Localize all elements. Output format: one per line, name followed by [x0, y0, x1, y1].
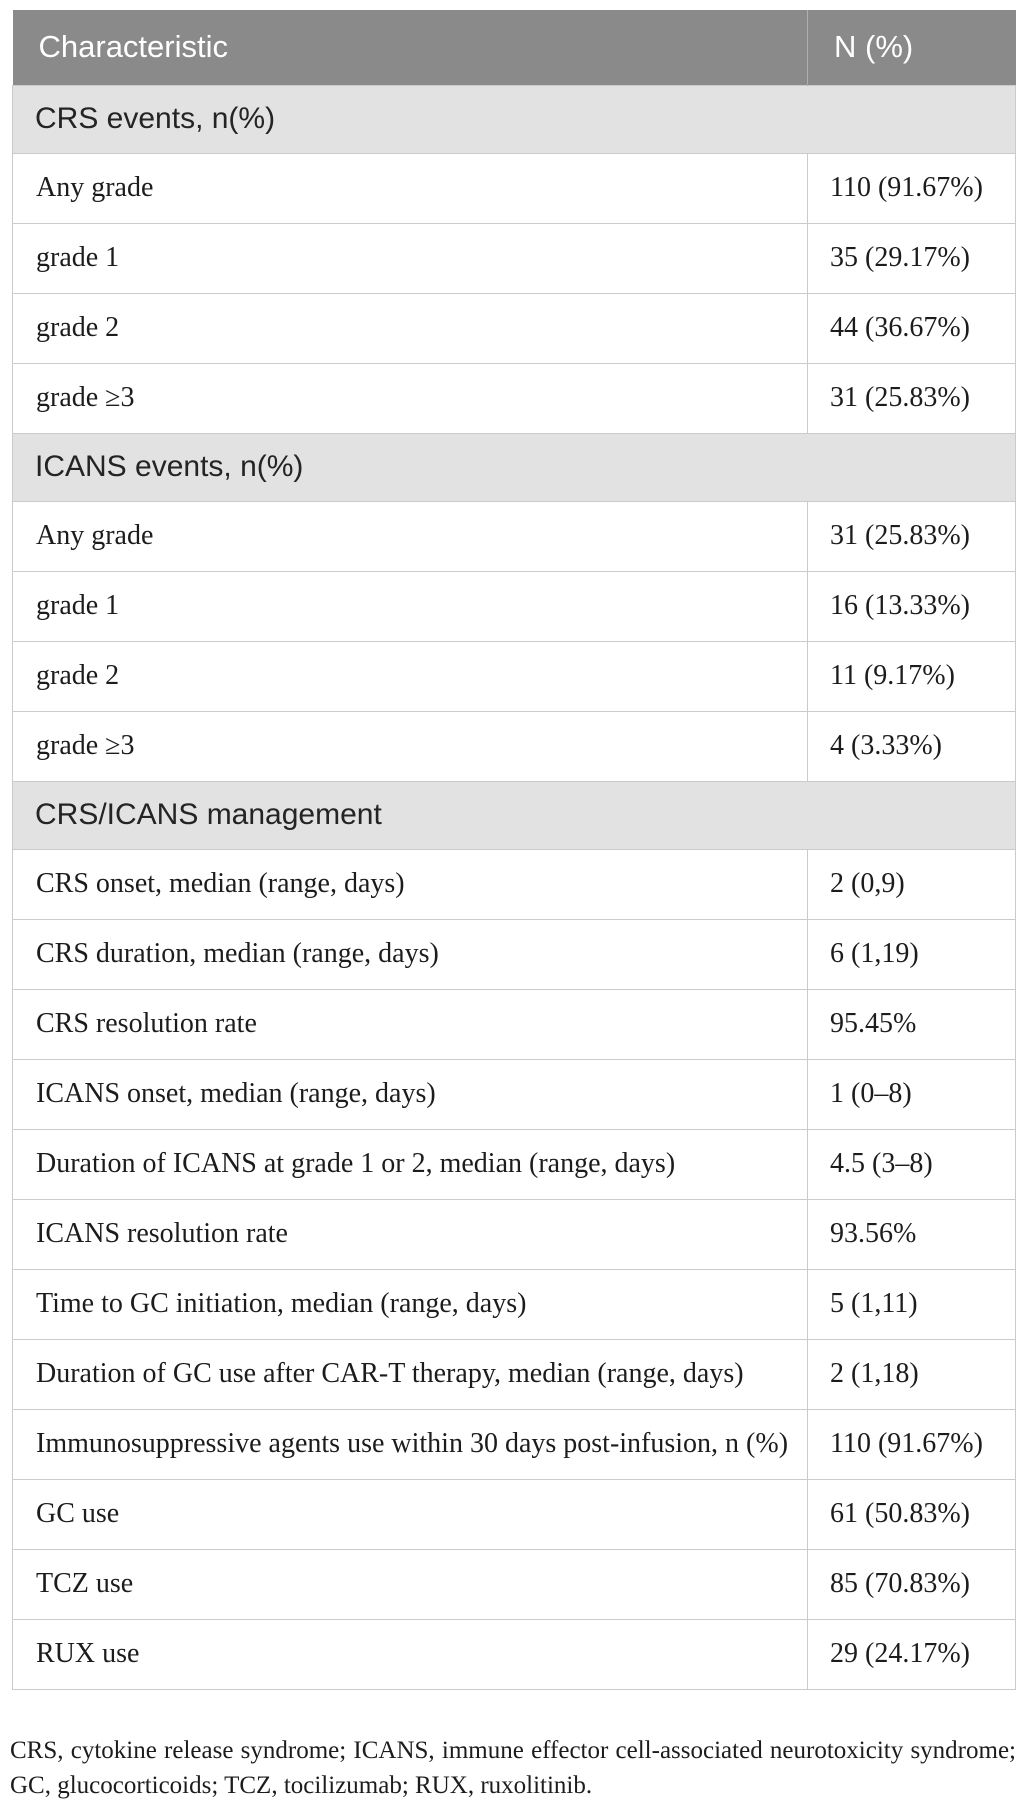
characteristic-cell: ICANS onset, median (range, days)	[13, 1059, 808, 1129]
value-cell: 2 (1,18)	[808, 1339, 1016, 1409]
table-row	[13, 1269, 1016, 1339]
characteristic-cell: grade ≥3	[13, 363, 808, 433]
section-header-row	[13, 85, 1016, 153]
table-row	[13, 501, 1016, 571]
characteristic-cell: grade 1	[13, 223, 808, 293]
table-body	[13, 85, 1016, 1689]
table-row	[13, 1549, 1016, 1619]
table-row	[13, 223, 1016, 293]
value-cell: 6 (1,19)	[808, 919, 1016, 989]
characteristic-cell: TCZ use	[13, 1549, 808, 1619]
column-header-characteristic: Characteristic	[13, 10, 808, 85]
table-row	[13, 293, 1016, 363]
characteristics-table	[12, 10, 1016, 1690]
table-row	[13, 1479, 1016, 1549]
table-row	[13, 919, 1016, 989]
value-cell: 5 (1,11)	[808, 1269, 1016, 1339]
characteristic-cell: grade 2	[13, 293, 808, 363]
table-row	[13, 363, 1016, 433]
value-cell: 4.5 (3–8)	[808, 1129, 1016, 1199]
value-cell: 85 (70.83%)	[808, 1549, 1016, 1619]
value-cell: 44 (36.67%)	[808, 293, 1016, 363]
table-row	[13, 571, 1016, 641]
characteristic-cell: Duration of ICANS at grade 1 or 2, median (range, days)	[13, 1129, 808, 1199]
value-cell: 11 (9.17%)	[808, 641, 1016, 711]
value-cell: 95.45%	[808, 989, 1016, 1059]
characteristic-cell: ICANS resolution rate	[13, 1199, 808, 1269]
table-row	[13, 1339, 1016, 1409]
characteristic-cell: Immunosuppressive agents use within 30 days post-infusion, n (%)	[13, 1409, 808, 1479]
value-cell: 31 (25.83%)	[808, 501, 1016, 571]
characteristic-cell: Any grade	[13, 153, 808, 223]
value-cell: 61 (50.83%)	[808, 1479, 1016, 1549]
value-cell: 2 (0,9)	[808, 849, 1016, 919]
table-row	[13, 1199, 1016, 1269]
table-header	[13, 10, 1016, 85]
section-header-row	[13, 781, 1016, 849]
table-footnote: CRS, cytokine release syndrome; ICANS, immune effector cell-associated neurotoxicity syndrome; GC, glucocorticoids; TCZ, tocilizumab; RUX, ruxolitinib.	[10, 1737, 1016, 1799]
section-title: CRS events, n(%)	[13, 85, 1016, 153]
characteristic-cell: Duration of GC use after CAR-T therapy, median (range, days)	[13, 1339, 808, 1409]
characteristic-cell: grade 2	[13, 641, 808, 711]
characteristic-cell: grade ≥3	[13, 711, 808, 781]
table-row	[13, 1059, 1016, 1129]
table-row	[13, 989, 1016, 1059]
table-row	[13, 641, 1016, 711]
column-header-n-percent: N (%)	[808, 10, 1016, 85]
value-cell: 1 (0–8)	[808, 1059, 1016, 1129]
characteristic-cell: CRS duration, median (range, days)	[13, 919, 808, 989]
table-header-row	[13, 10, 1016, 85]
table-row	[13, 153, 1016, 223]
table-row	[13, 711, 1016, 781]
characteristic-cell: grade 1	[13, 571, 808, 641]
value-cell: 16 (13.33%)	[808, 571, 1016, 641]
value-cell: 110 (91.67%)	[808, 153, 1016, 223]
value-cell: 110 (91.67%)	[808, 1409, 1016, 1479]
table-row	[13, 1409, 1016, 1479]
characteristic-cell: RUX use	[13, 1619, 808, 1689]
characteristic-cell: CRS onset, median (range, days)	[13, 849, 808, 919]
section-header-row	[13, 433, 1016, 501]
characteristic-cell: GC use	[13, 1479, 808, 1549]
table-row	[13, 1129, 1016, 1199]
table-row	[13, 1619, 1016, 1689]
table-row	[13, 849, 1016, 919]
value-cell: 35 (29.17%)	[808, 223, 1016, 293]
value-cell: 4 (3.33%)	[808, 711, 1016, 781]
characteristic-cell: Any grade	[13, 501, 808, 571]
value-cell: 29 (24.17%)	[808, 1619, 1016, 1689]
value-cell: 31 (25.83%)	[808, 363, 1016, 433]
characteristic-cell: Time to GC initiation, median (range, days)	[13, 1269, 808, 1339]
section-title: CRS/ICANS management	[13, 781, 1016, 849]
characteristic-cell: CRS resolution rate	[13, 989, 808, 1059]
section-title: ICANS events, n(%)	[13, 433, 1016, 501]
value-cell: 93.56%	[808, 1199, 1016, 1269]
